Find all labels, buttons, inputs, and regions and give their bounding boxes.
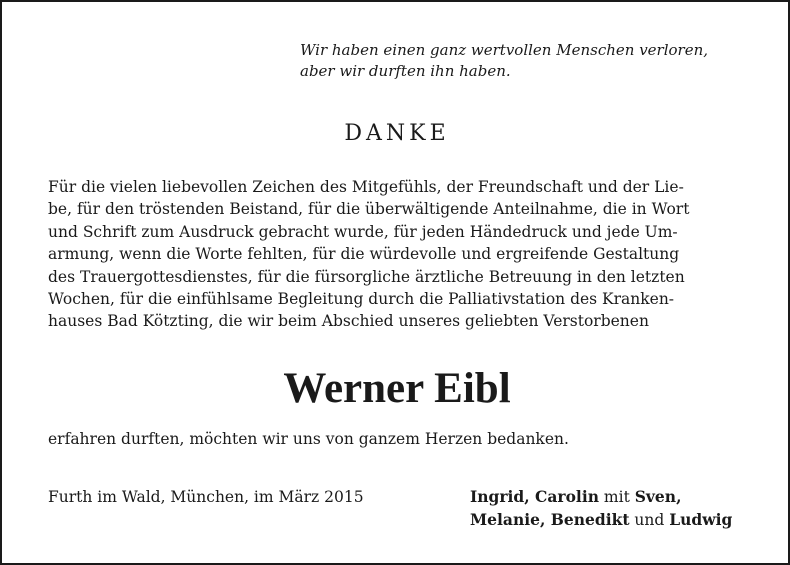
paragraph-line: Wochen, für die einfühlsame Begleitung durch die Palliativstation des Kranken-	[48, 290, 675, 309]
heading-danke: DANKE	[344, 121, 450, 146]
signature-names: Ludwig	[669, 509, 733, 529]
signature-line	[470, 486, 732, 509]
motto-line: aber wir durften ihn haben.	[300, 62, 511, 80]
signature-joiner: und	[629, 510, 670, 529]
paragraph-line: des Trauergottesdienstes, für die fürsorgliche ärztliche Betreuung in den letzten	[48, 267, 685, 286]
paragraph-line: be, für den tröstenden Beistand, für die überwältigende Anteilnahme, die in Wort	[48, 200, 690, 219]
signature-joiner: mit	[598, 488, 635, 506]
paragraph-line: armung, wenn die Worte fehlten, für die würdevolle und ergreifende Gestaltung	[48, 245, 680, 264]
paragraph-line: Für die vielen liebevollen Zeichen des Mitgefühls, der Freundschaft und der Lie-	[48, 178, 684, 196]
signature-line	[470, 509, 732, 532]
signature-names: Ingrid, Carolin	[470, 487, 599, 506]
motto-quote	[300, 40, 770, 82]
signature-names: Sven,	[634, 487, 682, 506]
signatures	[470, 486, 732, 531]
place-and-date: Furth im Wald, München, im März 2015	[48, 488, 364, 506]
motto-line: Wir haben einen ganz wertvollen Menschen verloren,	[300, 41, 709, 59]
deceased-name: Werner Eibl	[283, 365, 511, 412]
paragraph-line: hauses Bad Kötzting, die wir beim Abschied unseres geliebten Verstorbenen	[48, 312, 649, 331]
signature-names: Melanie, Benedikt	[470, 509, 630, 529]
thank-you-paragraph	[48, 176, 748, 333]
closing-sentence: erfahren durften, möchten wir uns von ganzem Herzen bedanken.	[48, 430, 569, 448]
paragraph-line: und Schrift zum Ausdruck gebracht wurde, für jeden Händedruck und jede Um-	[48, 222, 678, 241]
